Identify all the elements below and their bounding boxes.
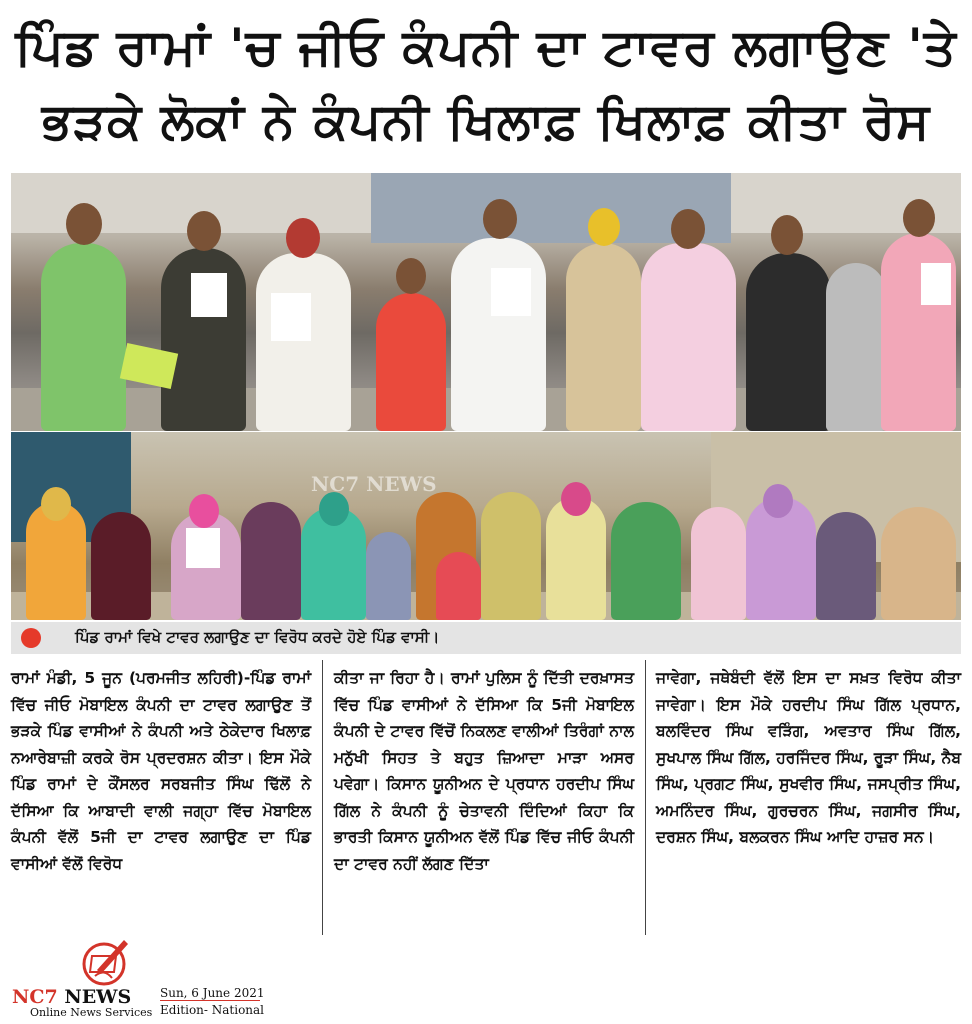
logo-news: NEWS xyxy=(57,986,132,1008)
protest-photo-women xyxy=(11,432,961,620)
column-divider xyxy=(645,660,646,935)
caption-text: ਪਿੰਡ ਰਾਮਾਂ ਵਿਖੇ ਟਾਵਰ ਲਗਾਉਣ ਦਾ ਵਿਰੋਧ ਕਰਦੇ ਹੋਏ ਪਿੰਡ ਵਾਸੀ। xyxy=(75,628,440,646)
headline-line-2: ਭੜਕੇ ਲੋਕਾਂ ਨੇ ਕੰਪਨੀ ਖਿਲਾਫ਼ ਖਿਲਾਫ਼ ਕੀਤਾ ਰੋਸ xyxy=(41,92,931,150)
logo-wordmark xyxy=(12,986,131,1008)
footer-divider xyxy=(160,1000,260,1001)
article-column-2: ਕੀਤਾ ਜਾ ਰਿਹਾ ਹੈ। ਰਾਮਾਂ ਪੁਲਿਸ ਨੂੰ ਦਿੱਤੀ ਦਰਖ਼ਾਸਤ ਵਿੱਚ ਪਿੰਡ ਵਾਸੀਆਂ ਨੇ ਦੱਸਿਆ ਕਿ 5ਜੀ ਮੋਬਾਇਲ ਕੰਪਨੀ ਦੇ ਟਾਵਰ ਵਿੱਚੋਂ ਨਿਕਲਣ ਵਾਲੀਆਂ ਤਿਰੰਗਾਂ ਨਾਲ ਮਨੁੱਖੀ ਸਿਹਤ ਤੇ ਬਹੁਤ ਜ਼ਿਆਦਾ ਮਾੜਾ ਅਸਰ ਪਵੇਗਾ। ਕਿਸਾਨ ਯੂਨੀਅਨ ਦੇ ਪ੍ਰਧਾਨ ਹਰਦੀਪ ਸਿੰਘ ਗਿੱਲ ਨੇ ਕੰਪਨੀ ਨੂੰ ਚੇਤਾਵਨੀ ਦਿੰਦਿਆਂ ਕਿਹਾ ਕਿ ਭਾਰਤੀ ਕਿਸਾਨ ਯੂਨੀਅਨ ਵੱਲੋਂ ਪਿੰਡ ਵਿੱਚ ਜੀਓ ਕੰਪਨੀ ਦਾ ਟਾਵਰ ਨਹੀਂ ਲੱਗਣ ਦਿੱਤਾ xyxy=(334,669,634,873)
photo-caption xyxy=(11,622,961,654)
publication-date: Sun, 6 June 2021 xyxy=(160,986,265,1000)
protest-photo-men xyxy=(11,173,961,431)
logo-subtitle: Online News Services xyxy=(30,1006,153,1019)
article-column-1: ਰਾਮਾਂ ਮੰਡੀ, 5 ਜੂਨ (ਪਰਮਜੀਤ ਲਹਿਰੀ)-ਪਿੰਡ ਰਾਮਾਂ ਵਿੱਚ ਜੀਓ ਮੋਬਾਇਲ ਕੰਪਨੀ ਦਾ ਟਾਵਰ ਲਗਾਉਣ ਤੋਂ ਭੜਕੇ ਪਿੰਡ ਵਾਸੀਆਂ ਨੇ ਕੰਪਨੀ ਅਤੇ ਠੇਕੇਦਾਰ ਖਿਲਾਫ਼ ਨਆਰੇਬਾਜ਼ੀ ਕਰਕੇ ਰੋਸ ਪ੍ਰਦਰਸ਼ਨ ਕੀਤਾ। ਇਸ ਮੌਕੇ ਪਿੰਡ ਰਾਮਾਂ ਦੇ ਕੌਂਸਲਰ ਸਰਬਜੀਤ ਸਿੰਘ ਢਿੱਲੋਂ ਨੇ ਦੱਸਿਆ ਕਿ ਆਬਾਦੀ ਵਾਲੀ ਜਗ੍ਹਾ ਵਿੱਚ ਮੋਬਾਇਲ ਕੰਪਨੀ ਵੱਲੋਂ 5ਜੀ ਦਾ ਟਾਵਰ ਲਗਾਉਣ ਦਾ ਪਿੰਡ ਵਾਸੀਆਂ ਵੱਲੋਂ ਵਿਰੋਧ xyxy=(11,669,311,873)
headline xyxy=(0,0,972,172)
logo-brand: NC7 xyxy=(12,986,58,1008)
article-column-3: ਜਾਵੇਗਾ, ਜਥੇਬੰਦੀ ਵੱਲੋਂ ਇਸ ਦਾ ਸਖ਼ਤ ਵਿਰੋਧ ਕੀਤਾ ਜਾਵੇਗਾ। ਇਸ ਮੌਕੇ ਹਰਦੀਪ ਸਿੰਘ ਗਿੱਲ ਪ੍ਰਧਾਨ, ਬਲਵਿੰਦਰ ਸਿੰਘ ਵੜਿੰਗ, ਅਵਤਾਰ ਸਿੰਘ ਗਿੱਲ, ਸੁਖਪਾਲ ਸਿੰਘ ਗਿੱਲ, ਹਰਜਿੰਦਰ ਸਿੰਘ, ਰੂੜਾ ਸਿੰਘ, ਨੈਬ ਸਿੰਘ, ਪ੍ਰਗਟ ਸਿੰਘ, ਸੁਖਵੀਰ ਸਿੰਘ, ਜਸਪ੍ਰੀਤ ਸਿੰਘ, ਅਮਨਿੰਦਰ ਸਿੰਘ, ਗੁਰਚਰਨ ਸਿੰਘ, ਜਗਸੀਰ ਸਿੰਘ, ਦਰਸ਼ਨ ਸਿੰਘ, ਬਲਕਰਨ ਸਿੰਘ ਆਦਿ ਹਾਜ਼ਰ ਸਨ। xyxy=(656,669,961,846)
column-divider xyxy=(322,660,323,935)
headline-line-1: ਪਿੰਡ ਰਾਮਾਂ 'ਚ ਜੀਓ ਕੰਪਨੀ ਦਾ ਟਾਵਰ ਲਗਾਉਣ 'ਤੇ xyxy=(15,18,957,76)
caption-bullet-icon xyxy=(21,628,41,648)
pen-and-paper-icon xyxy=(62,934,142,986)
nc7-news-logo xyxy=(12,934,152,1020)
edition-label: Edition- National xyxy=(160,1003,265,1017)
watermark: NC7 NEWS xyxy=(311,472,437,496)
